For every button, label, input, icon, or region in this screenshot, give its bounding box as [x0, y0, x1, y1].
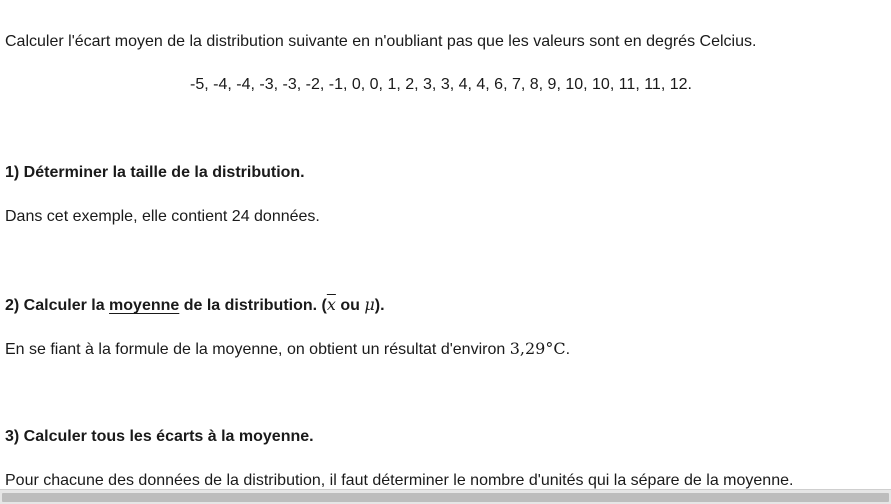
step1-text: Dans cet exemple, elle contient 24 données.	[5, 208, 320, 225]
step3-text: Pour chacune des données de la distribution, il faut déterminer le nombre d'unités qui la sépare de la moyenne.	[5, 472, 794, 489]
horizontal-scrollbar[interactable]	[0, 489, 891, 504]
mu-symbol: μ	[364, 295, 375, 314]
scrollbar-thumb[interactable]	[2, 493, 889, 502]
step2-heading-ou: ou	[335, 297, 365, 314]
step2-heading-prefix: 2) Calculer la	[5, 297, 110, 314]
step3-heading: 3) Calculer tous les écarts à la moyenne.	[5, 428, 314, 445]
step1-heading: 1) Déterminer la taille de la distribution.	[5, 164, 305, 181]
intro-text: Calculer l'écart moyen de la distribution suivante en n'oubliant pas que les valeurs sont en degrés Celcius.	[5, 33, 757, 50]
moyenne-link[interactable]: moyenne	[109, 297, 180, 314]
xbar-symbol: $\overline{x}$	[326, 295, 336, 314]
step2-heading-middle: de la distribution. (	[179, 297, 327, 314]
data-values: -5, -4, -4, -3, -3, -2, -1, 0, 0, 1, 2, 3, 3, 4, 4, 6, 7, 8, 9, 10, 10, 11, 11, 12.	[190, 76, 692, 93]
step2-heading	[5, 295, 385, 316]
step2-text-suffix: .	[565, 341, 571, 358]
step2-text-prefix: En se fiant à la formule de la moyenne, on obtient un résultat d'environ	[5, 341, 510, 358]
step2-text	[5, 339, 570, 360]
mean-result: 3,29°C	[509, 339, 566, 358]
step2-heading-suffix: ).	[374, 297, 385, 314]
